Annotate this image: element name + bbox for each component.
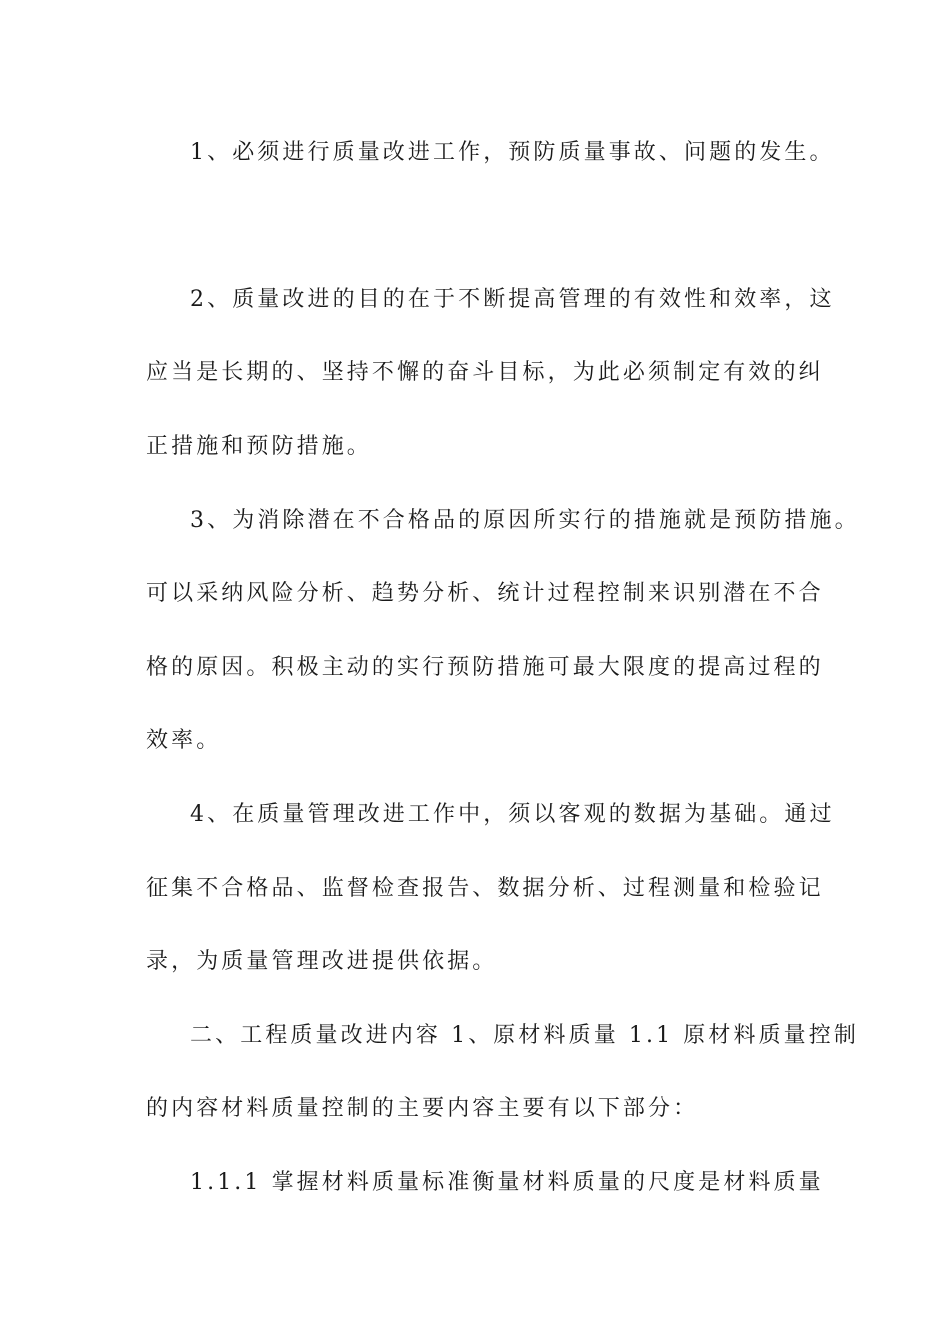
paragraph-4-line-3: 录，为质量管理改进提供依据。 [146,949,498,974]
paragraph-5-line-2: 的内容材料质量控制的主要内容主要有以下部分： [146,1096,699,1121]
paragraph-3-line-3: 格的原因。积极主动的实行预防措施可最大限度的提高过程的 [146,655,824,680]
paragraph-4-line-2: 征集不合格品、监督检查报告、数据分析、过程测量和检验记 [146,876,824,901]
paragraph-3-line-4: 效率。 [146,728,222,753]
paragraph-3-line-2: 可以采纳风险分析、趋势分析、统计过程控制来识别潜在不合 [146,581,824,606]
paragraph-5-line-1: 二、工程质量改进内容 1、原材料质量 1.1 原材料质量控制 [190,1023,859,1048]
paragraph-2-line-2: 应当是长期的、坚持不懈的奋斗目标，为此必须制定有效的纠 [146,360,824,385]
paragraph-2-line-3: 正措施和预防措施。 [146,434,372,459]
paragraph-1-line-1: 1、必须进行质量改进工作，预防质量事故、问题的发生。 [190,140,835,165]
paragraph-2-line-1: 2、质量改进的目的在于不断提高管理的有效性和效率，这 [190,287,835,312]
paragraph-4-line-1: 4、在质量管理改进工作中，须以客观的数据为基础。通过 [190,802,835,827]
paragraph-6-line-1: 1.1.1 掌握材料质量标准衡量材料质量的尺度是材料质量 [190,1170,824,1195]
paragraph-3-line-1: 3、为消除潜在不合格品的原因所实行的措施就是预防措施。 [190,508,860,533]
